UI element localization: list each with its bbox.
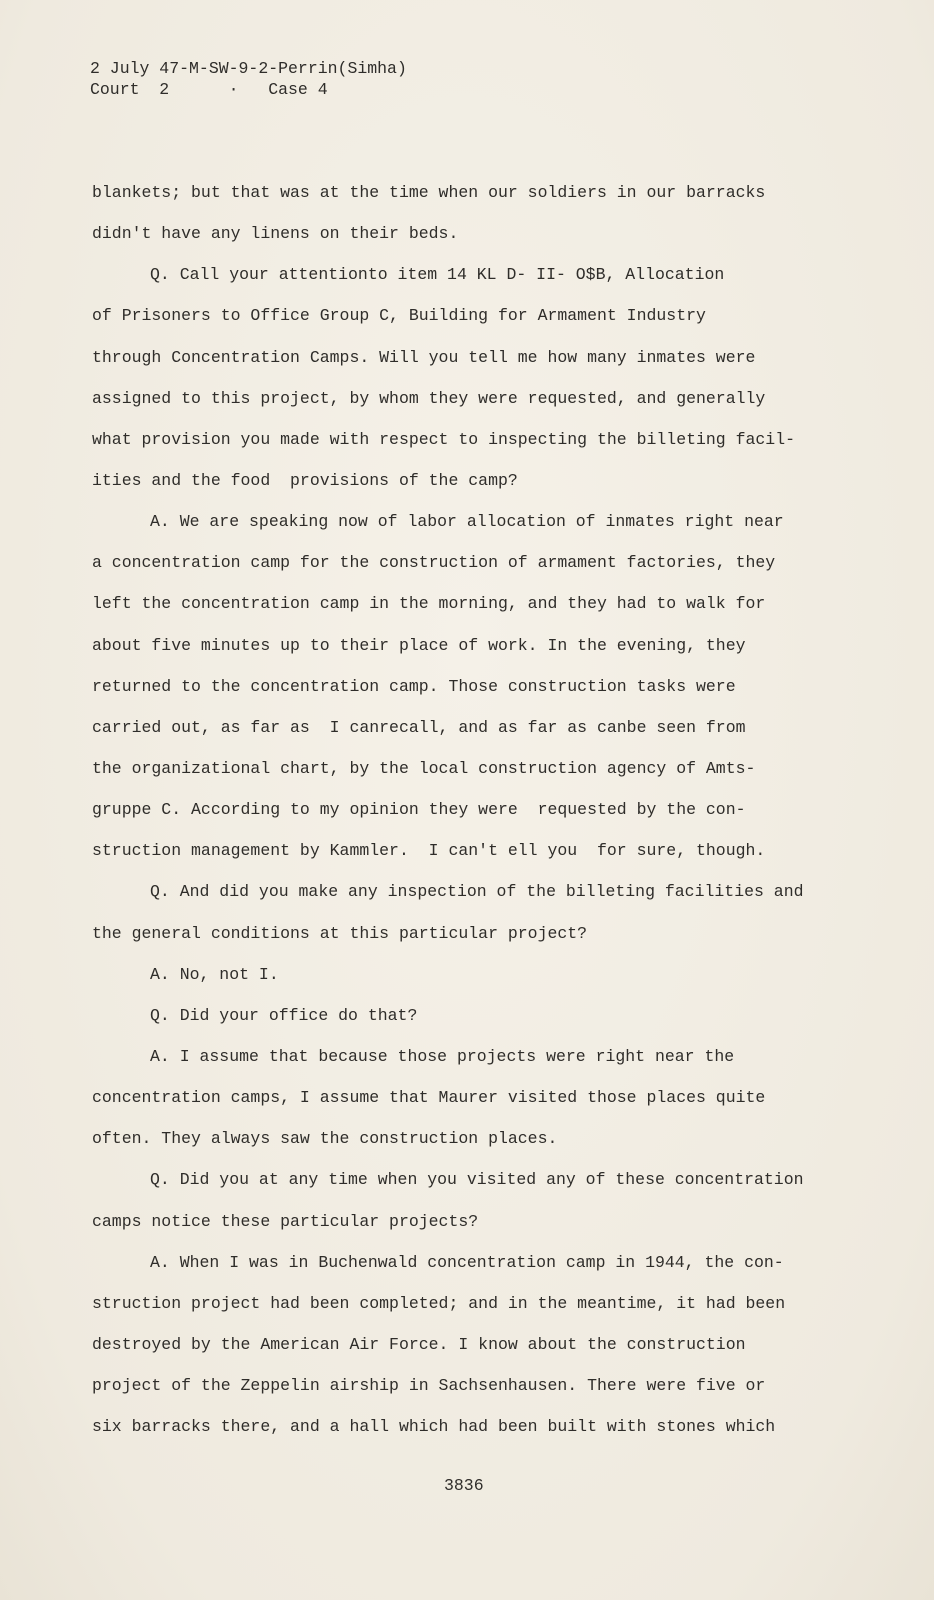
transcript-line: Q. Did your office do that? xyxy=(150,1005,418,1025)
transcript-line: often. They always saw the construction places. xyxy=(92,1129,558,1149)
document-header xyxy=(90,58,407,100)
transcript-line: Q. And did you make any inspection of the billeting facilities and xyxy=(150,882,804,902)
transcript-line: about five minutes up to their place of work. In the evening, they xyxy=(92,635,746,655)
header-court-case-line: Court 2 · Case 4 xyxy=(90,80,328,99)
transcript-line: A. When I was in Buchenwald concentration camp in 1944, the con- xyxy=(150,1252,784,1272)
transcript-line: through Concentration Camps. Will you tell me how many inmates were xyxy=(92,347,756,367)
transcript-line: A. No, not I. xyxy=(150,964,279,984)
transcript-line: assigned to this project, by whom they were requested, and generally xyxy=(92,388,766,408)
transcript-line: Q. Call your attentionto item 14 KL D- II- O$B, Allocation xyxy=(150,265,725,285)
transcript-line: blankets; but that was at the time when our soldiers in our barracks xyxy=(92,183,766,202)
transcript-line: carried out, as far as I canrecall, and as far as canbe seen from xyxy=(92,717,746,737)
transcript-line: returned to the concentration camp. Those construction tasks were xyxy=(92,676,736,696)
page-number: 3836 xyxy=(444,1476,484,1495)
transcript-line: what provision you made with respect to inspecting the billeting facil- xyxy=(92,429,796,449)
transcript-body xyxy=(92,172,892,1447)
transcript-line: the organizational chart, by the local construction agency of Amts- xyxy=(92,758,756,778)
transcript-line: ities and the food provisions of the camp? xyxy=(92,470,518,490)
transcript-line: a concentration camp for the construction of armament factories, they xyxy=(92,553,776,573)
transcript-line: A. I assume that because those projects were right near the xyxy=(150,1046,735,1066)
transcript-line: six barracks there, and a hall which had been built with stones which xyxy=(92,1417,776,1437)
transcript-line: project of the Zeppelin airship in Sachsenhausen. There were five or xyxy=(92,1376,766,1396)
transcript-line: struction project had been completed; and in the meantime, it had been xyxy=(92,1293,786,1313)
transcript-line: the general conditions at this particular project? xyxy=(92,923,588,943)
transcript-line: concentration camps, I assume that Maurer visited those places quite xyxy=(92,1088,766,1108)
transcript-line: Q. Did you at any time when you visited any of these concentration xyxy=(150,1170,804,1190)
transcript-line: camps notice these particular projects? xyxy=(92,1211,479,1231)
header-reference-line: 2 July 47-M-SW-9-2-Perrin(Simha) xyxy=(90,59,407,78)
transcript-line: didn't have any linens on their beds. xyxy=(92,224,459,244)
transcript-line: A. We are speaking now of labor allocation of inmates right near xyxy=(150,512,784,532)
transcript-line: gruppe C. According to my opinion they were requested by the con- xyxy=(92,800,746,820)
transcript-line: left the concentration camp in the morning, and they had to walk for xyxy=(92,594,766,614)
transcript-line: of Prisoners to Office Group C, Building for Armament Industry xyxy=(92,306,706,326)
transcript-line: struction management by Kammler. I can't ell you for sure, though. xyxy=(92,841,766,861)
transcript-line: destroyed by the American Air Force. I know about the construction xyxy=(92,1334,746,1354)
